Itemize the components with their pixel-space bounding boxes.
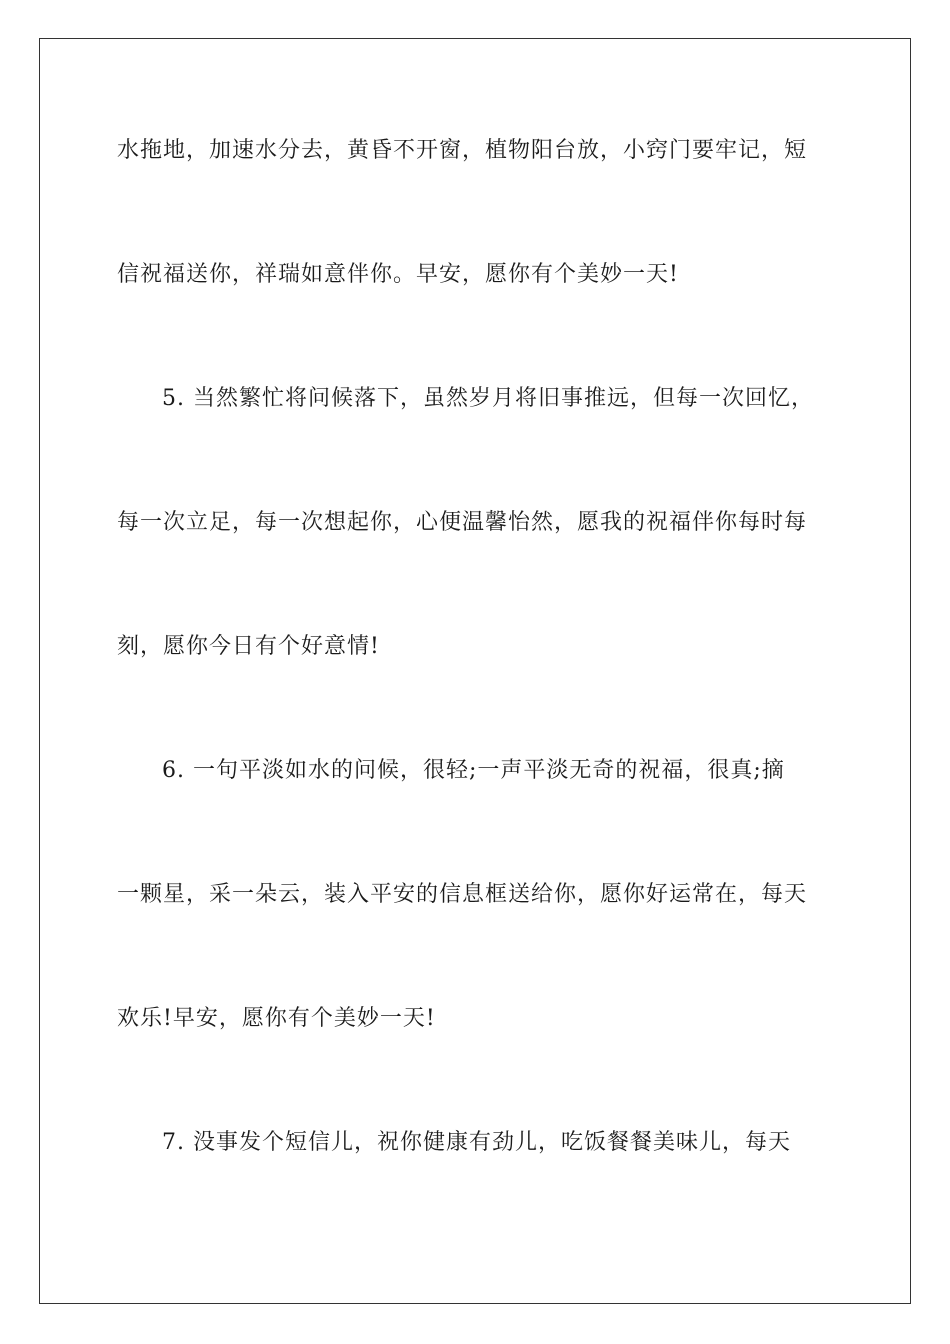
- text-line: 每一次立足，每一次想起你，心便温馨怡然，愿我的祝福伴你每时每: [117, 510, 808, 535]
- page-frame: [39, 38, 911, 1304]
- item-5-first-line: 5. 当然繁忙将问候落下，虽然岁月将旧事推远，但每一次回忆，: [162, 386, 814, 411]
- text-line: 信祝福送你，祥瑞如意伴你。早安，愿你有个美妙一天!: [117, 262, 679, 287]
- text-line: 一颗星，采一朵云，装入平安的信息框送给你，愿你好运常在，每天: [117, 882, 808, 907]
- text-line: 刻，愿你今日有个好意情!: [117, 634, 380, 659]
- text-line: 欢乐!早安，愿你有个美妙一天!: [117, 1006, 436, 1031]
- item-7-first-line: 7. 没事发个短信儿，祝你健康有劲儿，吃饭餐餐美味儿，每天: [162, 1130, 791, 1155]
- item-6-first-line: 6. 一句平淡如水的问候，很轻;一声平淡无奇的祝福，很真;摘: [162, 758, 785, 783]
- text-line: 水拖地，加速水分去，黄昏不开窗，植物阳台放，小窍门要牢记，短: [117, 138, 808, 163]
